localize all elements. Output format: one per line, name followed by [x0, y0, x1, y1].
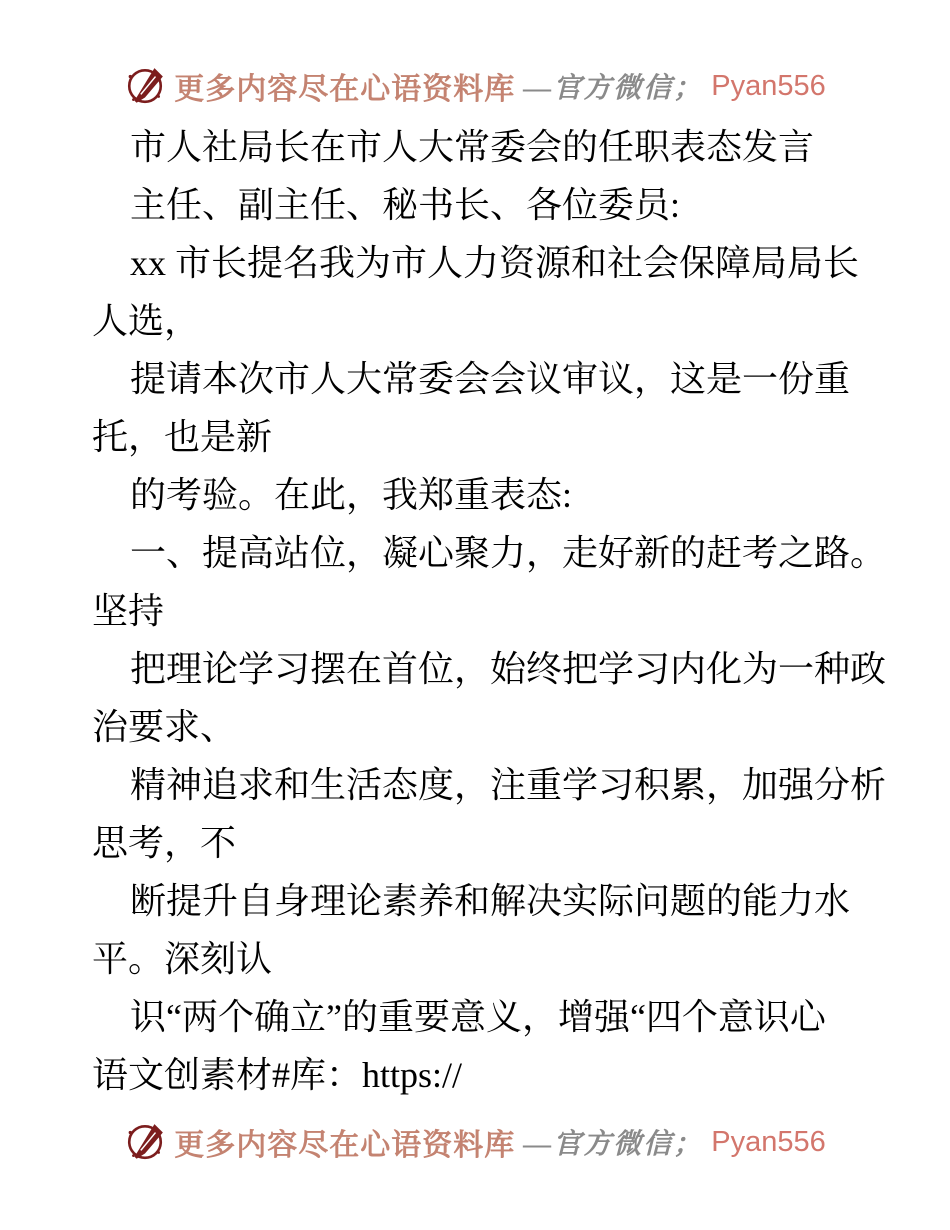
document-body	[0, 112, 950, 1104]
text-line: 精神追求和生活态度，注重学习积累，加强分析	[130, 765, 887, 805]
watermark-wechat-label: —官方微信；	[523, 1129, 704, 1160]
text-line: 主任、副主任、秘书长、各位委员:	[130, 185, 681, 225]
text-line: 的考验。在此，我郑重表态:	[130, 475, 573, 515]
text-line: 一、提高站位，凝心聚力，走好新的赶考之路。	[130, 533, 887, 573]
footer-watermark	[0, 1120, 950, 1164]
text-line: 托，也是新	[92, 417, 273, 457]
watermark-wechat-id: Pyan556	[711, 1125, 826, 1158]
text-line: 市人社局长在市人大常委会的任职表态发言	[130, 127, 815, 167]
pen-logo-icon	[124, 65, 166, 107]
pen-logo-icon	[124, 1121, 166, 1163]
text-line: 把理论学习摆在首位，始终把学习内化为一种政	[130, 649, 887, 689]
text-line: 治要求、	[92, 707, 237, 747]
watermark-brand-text: 更多内容尽在心语资料库	[174, 1129, 516, 1162]
text-line: 识“两个确立”的重要意义，增强“四个意识心	[130, 997, 826, 1037]
text-line: 人选，	[92, 301, 201, 341]
text-line: 平。深刻认	[92, 939, 273, 979]
watermark-wechat-label: —官方微信；	[523, 73, 704, 104]
text-line: xx 市长提名我为市人力资源和社会保障局局长	[130, 243, 860, 283]
text-line: 语文创素材#库：https://	[92, 1055, 463, 1095]
text-line: 坚持	[92, 591, 165, 631]
header-watermark	[0, 64, 950, 108]
text-line: 思考，不	[92, 823, 237, 863]
watermark-brand-text: 更多内容尽在心语资料库	[174, 73, 516, 106]
text-line: 断提升自身理论素养和解决实际问题的能力水	[130, 881, 851, 921]
text-line: 提请本次市人大常委会会议审议，这是一份重	[130, 359, 851, 399]
watermark-wechat-id: Pyan556	[711, 69, 826, 102]
